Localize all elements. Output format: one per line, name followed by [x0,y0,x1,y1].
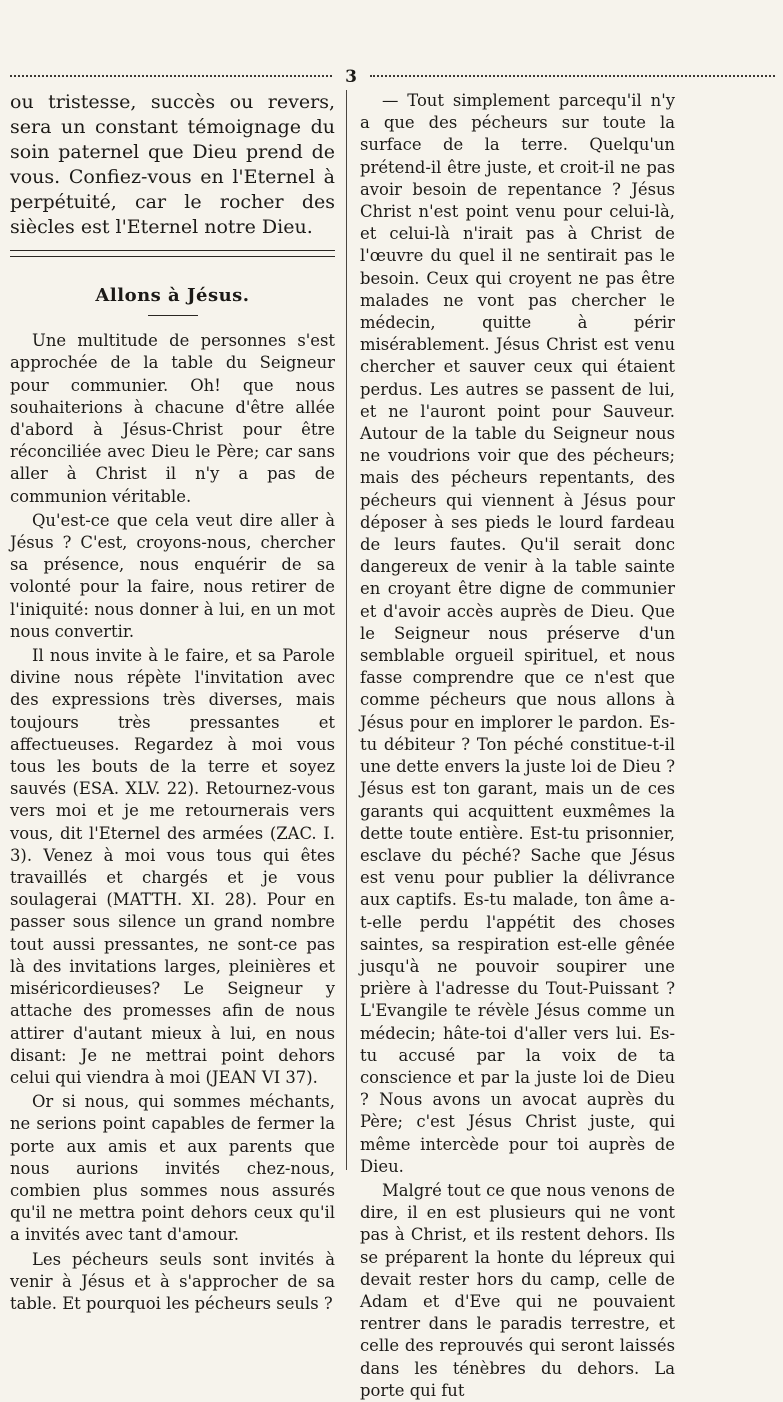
paragraph: Or si nous, qui sommes méchants, ne serions point capables de fermer la porte aux amis et aux parents que nous aurions invités chez-nous, combien plus sommes nous assurés qu'il ne mettra point dehors ceux qu'il a invités avec tant d'amour. [10,1092,335,1245]
paragraph: Il nous invite à le faire, et sa Parole divine nous répète l'invitation avec des expressions très diverses, mais toujours très pressantes et affectueuses. Regardez à moi vous tous les bouts de la terre et soyez sauvés (ESA. XLV. 22). Retournez-vous vers moi et je me retournerais vers vous, dit l'Eternel des armées (ZAC. I. 3). Venez à moi vous tous qui êtes travaillés et chargés et je vous soulagerai (MATTH. XI. 28). Pour en passer sous silence un grand nombre tout aussi pressantes, ne sont-ce pas là des invitations larges, pleinières et miséricordieuses? Le Seigneur y attache des promesses afin de nous attirer d'autant mieux à lui, en nous disant: Je ne mettrai point dehors celui qui viendra à moi (JEAN VI 37). [10,646,335,1087]
section-divider [10,250,335,257]
intro-paragraph: ou tristesse, succès ou revers, sera un constant témoignage du soin paternel que Dieu prend de vous. Confiez-vous en l'Eternel à perpétuité, car le rocher des siècles est l'Eternel notre Dieu. [10,91,335,238]
page-number: 3 [342,67,360,87]
right-column [360,90,675,1402]
page-header [10,67,775,87]
paragraph: Malgré tout ce que nous venons de dire, il en est plusieurs qui ne vont pas à Christ, et ils restent dehors. Ils se préparent la honte du lépreux qui devait rester hors du camp, celle de Adam et d'Eve qui ne pouvaient rentrer dans le paradis terrestre, et celle des reprouvés qui seront laissés dans les ténèbres du dehors. La porte qui fut [360,1180,675,1400]
section-title: Allons à Jésus. [95,285,250,306]
paragraph: Une multitude de personnes s'est approchée de la table du Seigneur pour communier. Oh! que nous souhaiterions à chacune d'être allée d'abord à Jésus-Christ pour être réconciliée avec Dieu le Père; car sans aller à Christ il n'y a pas de communion véritable. [10,331,335,506]
header-ornament-left [10,75,332,81]
title-underline [148,315,198,316]
paragraph: — Tout simplement parcequ'il n'y a que des pécheurs sur toute la surface de la terre. Quelqu'un prétend-il être juste, et croit-il ne pas avoir besoin de repentance ? Jésus Christ n'est point venu pour celui-là, et celui-là n'irait pas à Christ de l'œuvre du quel il ne sentirait pas le besoin. Ceux qui croyent ne pas être malades ne vont pas chercher le médecin, quitte à périr misérablement. Jésus Christ est venu chercher et sauver ceux qui étaient perdus. Les autres se passent de lui, et ne l'auront point pour Sauveur. Autour de la table du Seigneur nous ne voudrions voir que des pécheurs; mais des pécheurs repentants, des pécheurs qui viennent à Jésus pour déposer à ses pieds le lourd fardeau de leurs fautes. Qu'il serait donc dangereux de venir à la table sainte en croyant être digne de communier et d'avoir accès auprès de Dieu. Que le Seigneur nous préserve d'un semblable orgueil spirituel, et nous fasse comprendre que ce n'est que comme pécheurs que nous allons à Jésus pour en implorer le pardon. Es-tu débiteur ? Ton péché constitue-t-il une dette envers la juste loi de Dieu ? Jésus est ton garant, mais un de ces garants qui acquittent euxmêmes la dette toute entière. Est-tu prisonnier, esclave du péché? Sache que Jésus est venu pour publier la délivrance aux captifs. Es-tu malade, ton âme a-t-elle perdu l'appétit des choses saintes, sa respiration est-elle gênée jusqu'à ne pouvoir soupirer une prière à l'adresse du Tout-Puissant ? L'Evangile te révèle Jésus comme un médecin; hâte-toi d'aller vers lui. Es-tu accusé par la voix de ta conscience et par la juste loi de Dieu ? Nous avons un avocat auprès du Père; c'est Jésus Christ juste, qui même intercède pour toi auprès de Dieu. [360,91,675,1176]
header-ornament-right [370,75,775,81]
paragraph: Qu'est-ce que cela veut dire aller à Jésus ? C'est, croyons-nous, chercher sa présence, nous enquérir de sa volonté pour la faire, nous retirer de l'iniquité: nous donner à lui, en un mot nous convertir. [10,510,335,641]
left-column [10,90,335,1315]
column-divider [346,90,347,1170]
paragraph: Les pécheurs seuls sont invités à venir à Jésus et à s'approcher de sa table. Et pourquoi les pécheurs seuls ? [10,1249,335,1313]
